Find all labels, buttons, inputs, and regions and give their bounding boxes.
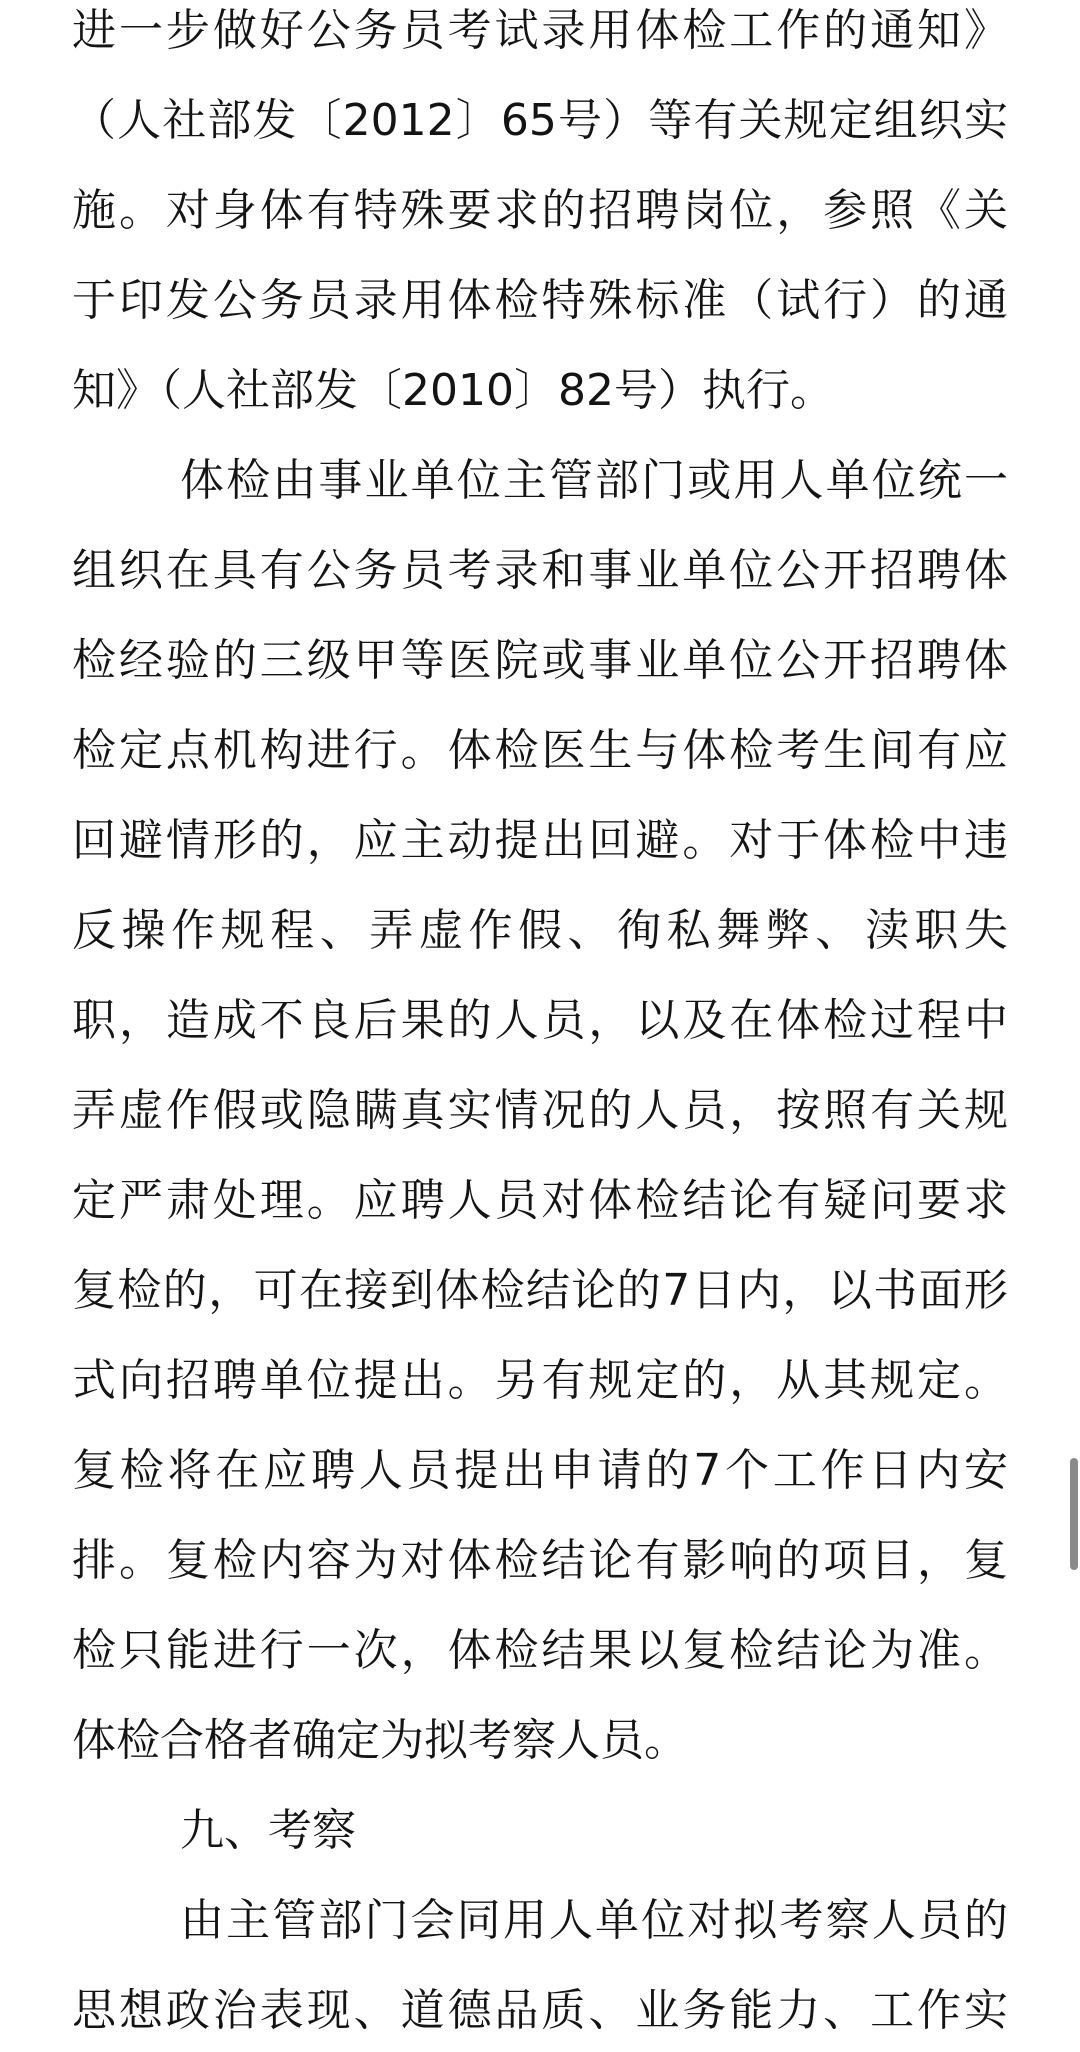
text-line: 定严肃处理。应聘人员对体检结论有疑问要求	[72, 1175, 1008, 1226]
scrollbar-thumb[interactable]	[1070, 1458, 1078, 1570]
text-line: 知》（人社部发〔2010〕82号）执行。	[72, 365, 834, 416]
text-line: 弄虚作假或隐瞒真实情况的人员，按照有关规	[72, 1085, 1008, 1136]
vertical-scrollbar[interactable]	[1064, 0, 1080, 2052]
text-line: 进一步做好公务员考试录用体检工作的通知》	[72, 5, 1008, 56]
text-line: （人社部发〔2012〕65号）等有关规定组织实	[72, 95, 1008, 146]
text-line: 复检的，可在接到体检结论的7日内，以书面形	[72, 1265, 1008, 1316]
paragraph-start-line: 体检由事业单位主管部门或用人单位统一	[180, 455, 1008, 506]
text-line: 检经验的三级甲等医院或事业单位公开招聘体	[72, 635, 1008, 686]
text-line: 施。对身体有特殊要求的招聘岗位，参照《关	[72, 185, 1008, 236]
text-line: 于印发公务员录用体检特殊标准（试行）的通	[72, 275, 1008, 326]
section-heading: 九、考察	[180, 1805, 356, 1856]
text-line: 反操作规程、弄虚作假、徇私舞弊、渎职失	[72, 905, 1008, 956]
text-line: 排。复检内容为对体检结论有影响的项目，复	[72, 1535, 1008, 1586]
paragraph-start-line: 由主管部门会同用人单位对拟考察人员的	[180, 1895, 1008, 1946]
text-line: 组织在具有公务员考录和事业单位公开招聘体	[72, 545, 1008, 596]
text-line: 式向招聘单位提出。另有规定的，从其规定。	[72, 1355, 1008, 1406]
text-line: 检定点机构进行。体检医生与体检考生间有应	[72, 725, 1008, 776]
text-line: 体检合格者确定为拟考察人员。	[72, 1715, 688, 1766]
text-line: 复检将在应聘人员提出申请的7个工作日内安	[72, 1445, 1008, 1496]
text-line: 思想政治表现、道德品质、业务能力、工作实	[72, 1985, 1008, 2036]
text-line: 检只能进行一次，体检结果以复检结论为准。	[72, 1625, 1008, 1676]
text-line: 职，造成不良后果的人员，以及在体检过程中	[72, 995, 1008, 1046]
text-line: 回避情形的，应主动提出回避。对于体检中违	[72, 815, 1008, 866]
